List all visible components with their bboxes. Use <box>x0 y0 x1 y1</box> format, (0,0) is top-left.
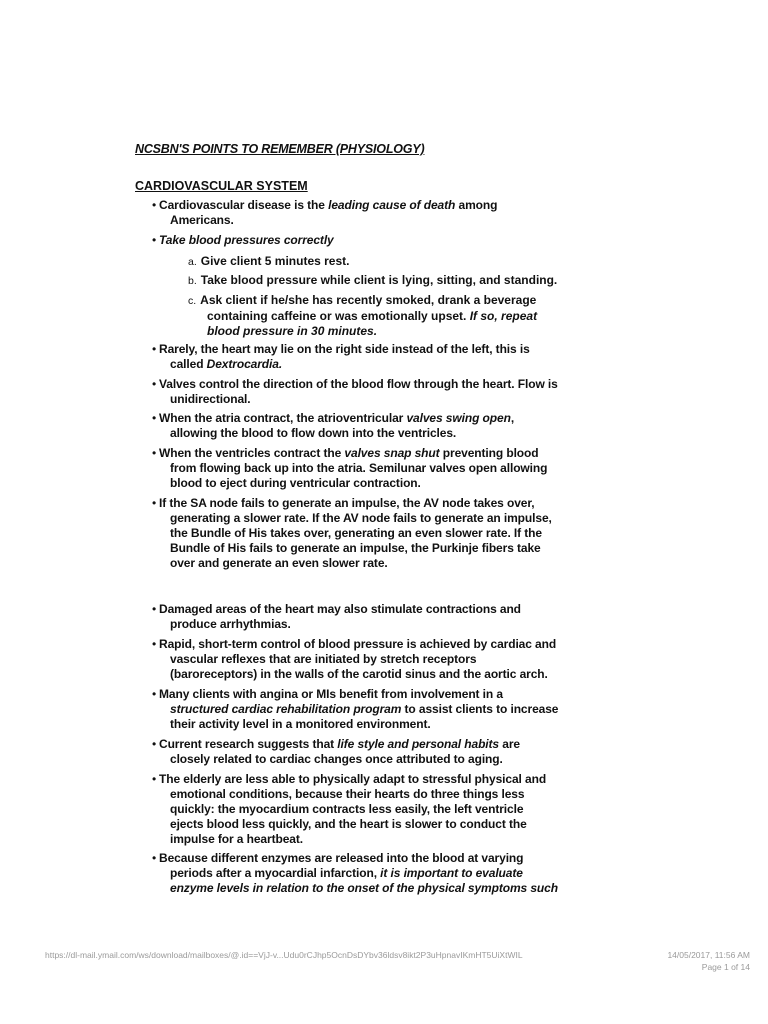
body-text: quickly: the myocardium contracts less easily, the left ventricle <box>170 802 524 816</box>
body-text: are <box>499 737 520 751</box>
bullet-marker: • <box>152 737 157 751</box>
sub-item <box>188 293 588 339</box>
body-text: periods after a myocardial infarction, <box>170 866 381 880</box>
body-text: (baroreceptors) in the walls of the carotid sinus and the aortic arch. <box>170 667 548 681</box>
text-line <box>152 556 592 571</box>
body-text: Take blood pressure while client is lying, sitting, and standing. <box>200 273 558 287</box>
text-line <box>152 602 592 617</box>
bullet-item <box>152 687 592 732</box>
bullet-item <box>152 233 592 248</box>
text-line <box>152 667 592 682</box>
text-line <box>152 637 592 652</box>
body-text: impulse for a heartbeat. <box>170 832 303 846</box>
emphasis-text: blood pressure in 30 minutes. <box>207 324 378 338</box>
body-text: over and generate an even slower rate. <box>170 556 388 570</box>
emphasis-text: If so, repeat <box>469 309 538 323</box>
bullet-marker: • <box>152 772 157 786</box>
bullet-marker: • <box>152 602 157 616</box>
text-line <box>152 817 592 832</box>
text-line <box>152 687 592 702</box>
bullet-marker: • <box>152 637 157 651</box>
body-text: Damaged areas of the heart may also stimulate contractions and <box>159 602 521 616</box>
bullet-item <box>152 772 592 847</box>
body-text: allowing the blood to flow down into the ventricles. <box>170 426 457 440</box>
text-line <box>152 198 592 213</box>
text-line <box>152 617 592 632</box>
text-line <box>152 802 592 817</box>
bullet-marker: • <box>152 233 157 247</box>
text-line <box>152 787 592 802</box>
text-line <box>152 446 592 461</box>
text-line <box>152 392 592 407</box>
body-text: blood to eject during ventricular contraction. <box>170 476 421 490</box>
text-line <box>152 511 592 526</box>
text-line <box>152 652 592 667</box>
body-text: to assist clients to increase <box>401 702 559 716</box>
emphasis-text: valves snap shut <box>344 446 440 460</box>
text-line <box>188 273 588 289</box>
text-line <box>152 832 592 847</box>
text-line <box>152 233 592 248</box>
emphasis-text: Take blood pressures correctly <box>159 233 334 247</box>
text-line <box>152 213 592 228</box>
emphasis-text: life style and personal habits <box>337 737 500 751</box>
sub-item-marker: c. <box>188 295 197 307</box>
body-text: If the SA node fails to generate an impulse, the AV node takes over, <box>159 496 535 510</box>
bullet-marker: • <box>152 198 157 212</box>
bullet-item <box>152 198 592 228</box>
text-line <box>188 309 588 324</box>
text-line <box>152 541 592 556</box>
emphasis-text: enzyme levels in relation to the onset of the physical symptoms such <box>170 881 558 895</box>
emphasis-text: it is important to evaluate <box>380 866 523 880</box>
body-text: called <box>170 357 207 371</box>
bullet-marker: • <box>152 377 157 391</box>
text-line <box>152 461 592 476</box>
emphasis-text: structured cardiac rehabilitation program <box>170 702 402 716</box>
sub-item <box>188 273 588 289</box>
body-text: Rapid, short-term control of blood pressure is achieved by cardiac and <box>159 637 557 651</box>
text-line <box>152 866 592 881</box>
body-text: ejects blood less quickly, and the heart is slower to conduct the <box>170 817 527 831</box>
body-text: vascular reflexes that are initiated by stretch receptors <box>170 652 477 666</box>
sub-item <box>188 254 588 270</box>
bullet-item <box>152 851 592 896</box>
body-text: preventing blood <box>439 446 539 460</box>
bullet-item <box>152 602 592 632</box>
body-text: Because different enzymes are released into the blood at varying <box>159 851 524 865</box>
body-text: Americans. <box>170 213 234 227</box>
section-heading: CARDIOVASCULAR SYSTEM <box>135 179 308 193</box>
bullet-item <box>152 737 592 767</box>
body-text: Valves control the direction of the blood flow through the heart. Flow is <box>159 377 558 391</box>
body-text: their activity level in a monitored environment. <box>170 717 431 731</box>
emphasis-text: valves swing open <box>406 411 511 425</box>
bullet-marker: • <box>152 687 157 701</box>
body-text: Many clients with angina or MIs benefit from involvement in a <box>159 687 503 701</box>
text-line <box>152 476 592 491</box>
text-line <box>152 357 592 372</box>
body-text: , <box>510 411 515 425</box>
body-text: emotional conditions, because their hearts do three things less <box>170 787 525 801</box>
bullet-marker: • <box>152 446 157 460</box>
document-title: NCSBN'S POINTS TO REMEMBER (PHYSIOLOGY) <box>135 142 425 156</box>
body-text: Bundle of His fails to generate an impulse, the Purkinje fibers take <box>170 541 541 555</box>
body-text: produce arrhythmias. <box>170 617 291 631</box>
body-text: Give client 5 minutes rest. <box>200 254 350 268</box>
body-text: among <box>455 198 498 212</box>
body-text: When the ventricles contract the <box>159 446 345 460</box>
body-text: Rarely, the heart may lie on the right side instead of the left, this is <box>159 342 530 356</box>
bullet-marker: • <box>152 411 157 425</box>
body-text: closely related to cardiac changes once attributed to aging. <box>170 752 503 766</box>
body-text: from flowing back up into the atria. Semilunar valves open allowing <box>170 461 548 475</box>
text-line <box>152 752 592 767</box>
bullet-item <box>152 446 592 491</box>
text-line <box>152 737 592 752</box>
bullet-marker: • <box>152 342 157 356</box>
body-text: Current research suggests that <box>159 737 338 751</box>
body-text: Cardiovascular disease is the <box>159 198 329 212</box>
text-line <box>188 254 588 270</box>
text-line <box>188 324 588 339</box>
text-line <box>152 496 592 511</box>
bullet-item <box>152 342 592 372</box>
text-line <box>152 526 592 541</box>
sub-item-marker: b. <box>188 275 197 287</box>
bullet-marker: • <box>152 496 157 510</box>
body-text: Ask client if he/she has recently smoked, drank a beverage <box>200 293 537 307</box>
footer-datetime: 14/05/2017, 11:56 AM <box>667 950 750 960</box>
body-text: unidirectional. <box>170 392 251 406</box>
emphasis-text: Dextrocardia. <box>206 357 283 371</box>
text-line <box>152 717 592 732</box>
text-line <box>188 293 588 309</box>
body-text: containing caffeine or was emotionally upset. <box>207 309 470 323</box>
text-line <box>152 377 592 392</box>
body-text: When the atria contract, the atrioventricular <box>159 411 407 425</box>
sub-item-marker: a. <box>188 256 197 268</box>
text-line <box>152 851 592 866</box>
bullet-marker: • <box>152 851 157 865</box>
bullet-item <box>152 377 592 407</box>
footer-url: https://dl-mail.ymail.com/ws/download/mailboxes/@.id==VjJ-v...Udu0rCJhp5OcnDsDYbv36ldsv8ikt2P3uHpnavIKmHT5UiXtWIL <box>45 950 523 960</box>
text-line <box>152 772 592 787</box>
text-line <box>152 342 592 357</box>
body-text: the Bundle of His takes over, generating an even slower rate. If the <box>170 526 542 540</box>
body-text: The elderly are less able to physically adapt to stressful physical and <box>159 772 547 786</box>
text-line <box>152 426 592 441</box>
text-line <box>152 411 592 426</box>
bullet-item <box>152 637 592 682</box>
text-line <box>152 881 592 896</box>
text-line <box>152 702 592 717</box>
footer-page-number: Page 1 of 14 <box>701 962 750 972</box>
emphasis-text: leading cause of death <box>328 198 456 212</box>
bullet-item <box>152 411 592 441</box>
body-text: generating a slower rate. If the AV node fails to generate an impulse, <box>170 511 552 525</box>
bullet-item <box>152 496 592 571</box>
